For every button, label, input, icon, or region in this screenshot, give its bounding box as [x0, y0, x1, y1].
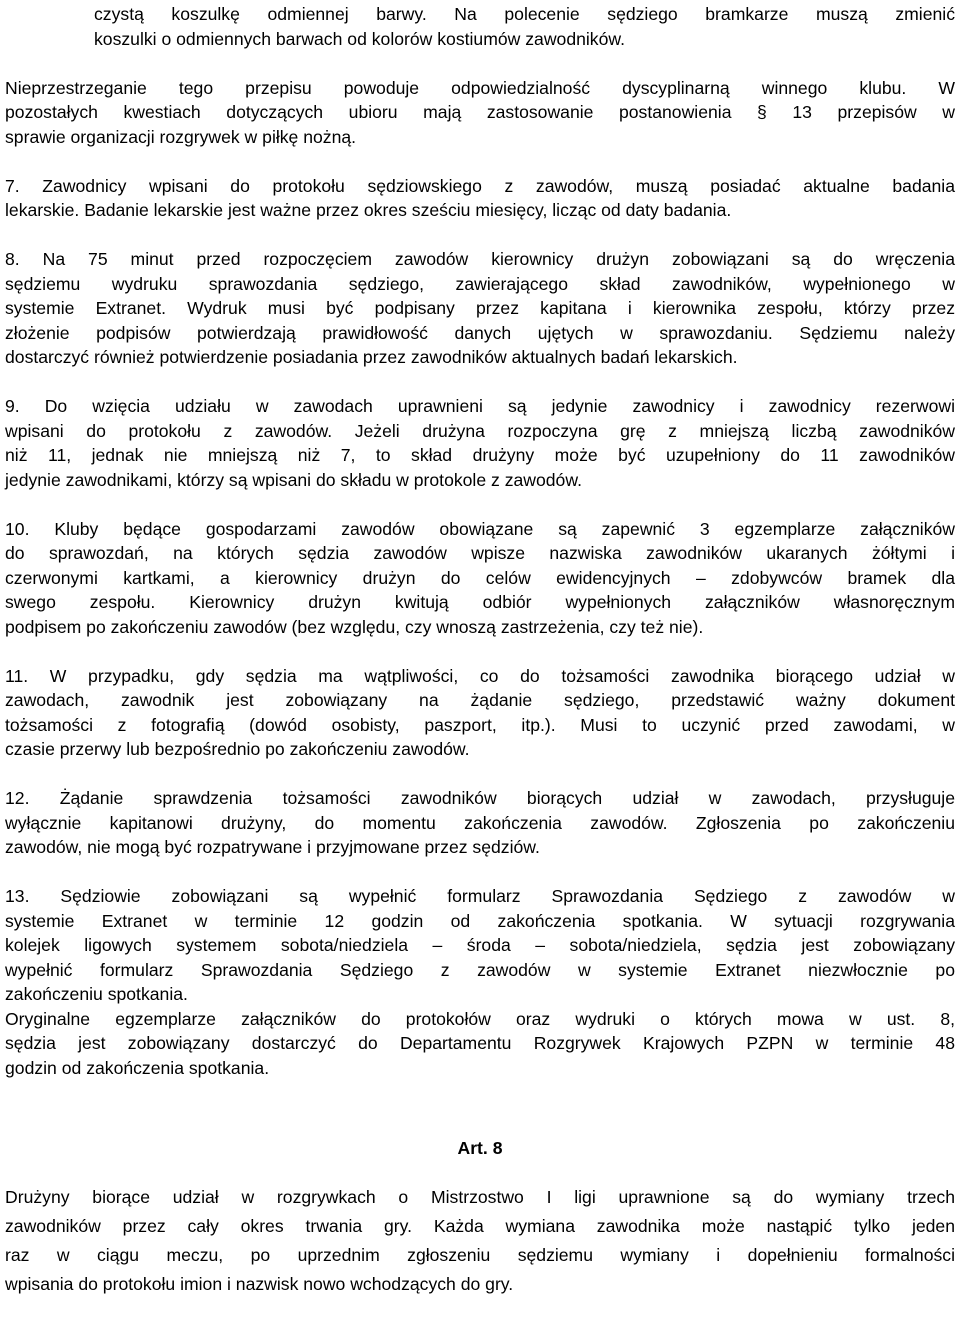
paragraph-12 — [5, 786, 955, 860]
text-line: Nieprzestrzeganie tego przepisu powoduje odpowiedzialność dyscyplinarną winnego klubu. W — [5, 77, 955, 98]
text-line: godzin od zakończenia spotkania. — [5, 1057, 270, 1078]
article-heading: Art. 8 — [457, 1138, 503, 1158]
text-line: podpisem po zakończeniu zawodów (bez względu, czy wnoszą zastrzeżenia, czy też nie). — [5, 616, 704, 637]
text-line: swego zespołu. Kierownicy drużyn kwitują odbiór wypełnionych załączników własnoręcznym — [5, 592, 955, 612]
text-line: sprawie organizacji rozgrywek w piłkę nożną. — [5, 126, 357, 147]
text-line: 10. Kluby będące gospodarzami zawodów obowiązane są zapewnić 3 egzemplarze załączników — [5, 518, 955, 539]
paragraph-7 — [5, 174, 955, 223]
text-line: czerwonymi kartkami, a kierownicy drużyn do celów ewidencyjnych – zdobywców bramek dla — [5, 567, 955, 588]
text-line: koszulki o odmiennych barwach od kolorów kostiumów zawodników. — [94, 28, 625, 49]
text-line: 12. Żądanie sprawdzenia tożsamości zawodników biorących udział w zawodach, przysługuje — [5, 788, 955, 808]
text-line: zakończeniu spotkania. — [5, 984, 188, 1004]
text-line: czasie przerwy lub bezpośrednio po zakończeniu zawodów. — [5, 739, 470, 759]
paragraph-8 — [5, 247, 955, 370]
text-line: czystą koszulkę odmiennej barwy. Na polecenie sędziego bramkarze muszą zmienić — [94, 4, 955, 24]
text-line: systemie Extranet. Wydruk musi być podpisany przez kapitana i kierownika zespołu, którzy przez — [5, 298, 955, 318]
paragraph-13 — [5, 884, 955, 1007]
text-line: 9. Do wzięcia udziału w zawodach uprawnieni są jedynie zawodnicy i zawodnicy rezerwowi — [5, 396, 955, 416]
text-line: do sprawozdań, na których sędzia zawodów wpisze nazwiska zawodników ukaranych żółtymi i — [5, 543, 955, 563]
paragraph-11 — [5, 664, 955, 762]
text-line: pozostałych kwestiach dotyczących ubioru mają zastosowanie postanowienia § 13 przepisów w — [5, 102, 955, 122]
text-line: tożsamości z fotografią (dowód osobisty, paszport, itp.). Musi to uczynić przed zawodami, w — [5, 714, 955, 735]
text-line: wyłącznie kapitanowi drużyny, do momentu zakończenia zawodów. Zgłoszenia po zakończeniu — [5, 812, 955, 833]
text-line: 7. Zawodnicy wpisani do protokołu sędziowskiego z zawodów, muszą posiadać aktualne badania — [5, 175, 955, 196]
text-line: raz w ciągu meczu, po uprzednim zgłoszeniu sędziemu wymiany i dopełnieniu formalności — [5, 1244, 955, 1265]
text-line: zawodach, zawodnik jest zobowiązany na żądanie sędziego, przedstawić ważny dokument — [5, 690, 955, 710]
text-line: lekarskie. Badanie lekarskie jest ważne przez okres sześciu miesięcy, licząc od daty badania. — [5, 200, 732, 220]
text-line: 8. Na 75 minut przed rozpoczęciem zawodów kierownicy drużyn zobowiązani są do wręczenia — [5, 249, 955, 269]
paragraph-9 — [5, 394, 955, 492]
text-line: Drużyny biorące udział w rozgrywkach o Mistrzostwo I ligi uprawnione są do wymiany trzech — [5, 1186, 955, 1207]
text-line: wpisani do protokołu z zawodów. Jeżeli drużyna rozpoczyna grę z mniejszą liczbą zawodników — [5, 420, 955, 441]
paragraph-regulations — [5, 76, 955, 150]
paragraph-13-originals — [5, 1007, 955, 1081]
text-line: dostarczyć również potwierdzenie posiadania przez zawodników aktualnych badań lekarskich. — [5, 347, 738, 367]
text-line: kolejek ligowych systemem sobota/niedziela – środa – sobota/niedziela, sędzia jest zobowiązany — [5, 935, 955, 955]
text-line: złożenie podpisów potwierdzają prawidłowość danych ujętych w sprawozdaniu. Sędziemu należy — [5, 322, 955, 343]
text-line: 11. W przypadku, gdy sędzia ma wątpliwości, co do tożsamości zawodnika biorącego udział w — [5, 665, 955, 686]
text-line: niż 11, jednak nie mniejszą niż 7, to skład drużyny może być uzupełniony do 11 zawodników — [5, 445, 955, 465]
article-8-paragraph — [5, 1183, 955, 1299]
text-line: systemie Extranet w terminie 12 godzin od zakończenia spotkania. W sytuacji rozgrywania — [5, 910, 955, 931]
paragraph-continuation — [5, 2, 955, 51]
text-line: jedynie zawodnikami, którzy są wpisani do składu w protokole z zawodów. — [5, 469, 582, 490]
text-line: wpisania do protokołu imion i nazwisk nowo wchodzących do gry. — [5, 1273, 514, 1294]
text-line: Oryginalne egzemplarze załączników do protokołów oraz wydruki o których mowa w ust. 8, — [5, 1008, 955, 1029]
text-line: zawodów, nie mogą być rozpatrywane i przyjmowane przez sędziów. — [5, 837, 540, 857]
text-line: sędzia jest zobowiązany dostarczyć do Departamentu Rozgrywek Krajowych PZPN w terminie 48 — [5, 1033, 955, 1053]
text-line: sędziemu wydruku sprawozdania sędziego, zawierającego skład zawodników, wypełnionego w — [5, 273, 955, 294]
text-line: wypełnić formularz Sprawozdania Sędziego z zawodów w systemie Extranet niezwłocznie po — [5, 959, 955, 980]
text-line: zawodników przez cały okres trwania gry. Każda wymiana zawodnika może nastąpić tylko jeden — [5, 1215, 955, 1236]
document-page — [5, 2, 955, 1299]
text-line: 13. Sędziowie zobowiązani są wypełnić formularz Sprawozdania Sędziego z zawodów w — [5, 886, 955, 906]
paragraph-10 — [5, 517, 955, 640]
